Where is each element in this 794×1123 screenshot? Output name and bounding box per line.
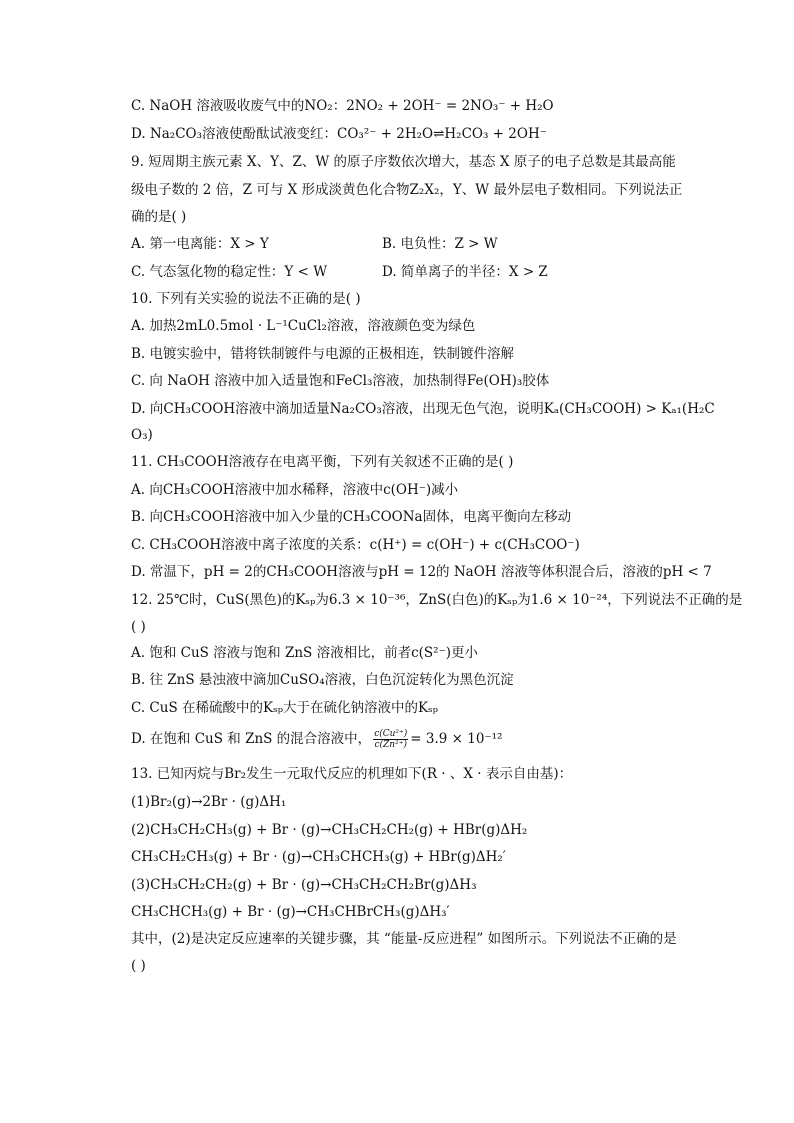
q9-option-b: B. 电负性：Z > W bbox=[382, 236, 498, 252]
q13-step3a: (3)CH₃CH₂CH₂(g) + Br · (g)→CH₃CH₂CH₂Br(g)ΔH₃ bbox=[131, 877, 477, 893]
q10-option-a: A. 加热2mL0.5mol · L⁻¹CuCl₂溶液，溶液颜色变为绿色 bbox=[131, 318, 476, 334]
q12-stem-line2: ( ) bbox=[131, 619, 146, 635]
q9-option-c: C. 气态氢化物的稳定性：Y < W bbox=[131, 264, 328, 280]
q8-option-c: C. NaOH 溶液吸收废气中的NO₂：2NO₂ + 2OH⁻ = 2NO₃⁻ + H₂O bbox=[131, 98, 554, 114]
q9-stem-line2: 级电子数的 2 倍，Z 可与 X 形成淡黄色化合物Z₂X₂，Y、W 最外层电子数相同。下列说法正 bbox=[131, 182, 683, 198]
q13-step2b: CH₃CH₂CH₃(g) + Br · (g)→CH₃CHCH₃(g) + HBr(g)ΔH₂′ bbox=[131, 849, 506, 865]
q13-question-line1: 其中，(2)是决定反应速率的关键步骤，其 “能量-反应进程” 如图所示。下列说法不正确的是 bbox=[131, 931, 677, 947]
q9-option-a: A. 第一电离能：X > Y bbox=[131, 236, 269, 252]
concentration-ratio-fraction bbox=[373, 729, 408, 750]
q11-option-a: A. 向CH₃COOH溶液中加水稀释，溶液中c(OH⁻)减小 bbox=[131, 482, 459, 498]
q13-stem: 13. 已知丙烷与Br₂发生一元取代反应的机理如下(R · 、X · 表示自由基)： bbox=[131, 766, 573, 782]
q12-option-a: A. 饱和 CuS 溶液与饱和 ZnS 溶液相比，前者c(S²⁻)更小 bbox=[131, 645, 478, 661]
q10-option-b: B. 电镀实验中，错将铁制镀件与电源的正极相连，铁制镀件溶解 bbox=[131, 346, 515, 362]
q11-stem: 11. CH₃COOH溶液存在电离平衡，下列有关叙述不正确的是( ) bbox=[131, 454, 514, 470]
q12-option-d-value: = 3.9 × 10⁻¹² bbox=[410, 731, 503, 747]
fraction-numerator: c(Cu²⁺) bbox=[374, 729, 408, 739]
q12-stem-line1: 12. 25℃时，CuS(黑色)的Kₛₚ为6.3 × 10⁻³⁶，ZnS(白色)的Kₛₚ为1.6 × 10⁻²⁴，下列说法不正确的是 bbox=[131, 592, 743, 608]
q10-option-c: C. 向 NaOH 溶液中加入适量饱和FeCl₃溶液，加热制得Fe(OH)₃胶体 bbox=[131, 373, 550, 389]
q12-option-c: C. CuS 在稀硫酸中的Kₛₚ大于在硫化钠溶液中的Kₛₚ bbox=[131, 700, 439, 716]
q11-option-c: C. CH₃COOH溶液中离子浓度的关系：c(H⁺) = c(OH⁻) + c(CH₃COO⁻) bbox=[131, 537, 580, 553]
q11-option-b: B. 向CH₃COOH溶液中加入少量的CH₃COONa固体，电离平衡向左移动 bbox=[131, 509, 572, 525]
q9-option-d: D. 简单离子的半径：X > Z bbox=[382, 264, 548, 280]
q8-option-d: D. Na₂CO₃溶液使酚酞试液变红：CO₃²⁻ + 2H₂O⇌H₂CO₃ + 2OH⁻ bbox=[131, 126, 547, 142]
q13-step3b: CH₃CHCH₃(g) + Br · (g)→CH₃CHBrCH₃(g)ΔH₃′ bbox=[131, 904, 450, 920]
q9-stem-line3: 确的是( ) bbox=[131, 209, 187, 225]
q12-option-b: B. 往 ZnS 悬浊液中滴加CuSO₄溶液，白色沉淀转化为黑色沉淀 bbox=[131, 672, 514, 688]
q10-stem: 10. 下列有关实验的说法不正确的是( ) bbox=[131, 291, 361, 307]
q12-option-d-text: D. 在饱和 CuS 和 ZnS 的混合溶液中， bbox=[131, 731, 372, 747]
q12-option-d bbox=[131, 729, 502, 750]
q13-step1: (1)Br₂(g)→2Br · (g)ΔH₁ bbox=[131, 794, 287, 810]
fraction-denominator: c(Zn²⁺) bbox=[374, 740, 407, 750]
q9-stem-line1: 9. 短周期主族元素 X、Y、Z、W 的原子序数依次增大，基态 X 原子的电子总数是其最高能 bbox=[131, 154, 676, 170]
q10-option-d-line2: O₃) bbox=[131, 427, 153, 443]
q10-option-d-line1: D. 向CH₃COOH溶液中滴加适量Na₂CO₃溶液，出现无色气泡，说明Kₐ(CH₃COOH) > Kₐ₁(H₂C bbox=[131, 401, 715, 417]
q11-option-d: D. 常温下，pH = 2的CH₃COOH溶液与pH = 12的 NaOH 溶液等体积混合后，溶液的pH < 7 bbox=[131, 564, 712, 580]
q13-step2a: (2)CH₃CH₂CH₃(g) + Br · (g)→CH₃CH₂CH₂(g) + HBr(g)ΔH₂ bbox=[131, 822, 528, 838]
q13-question-line2: ( ) bbox=[131, 958, 146, 974]
